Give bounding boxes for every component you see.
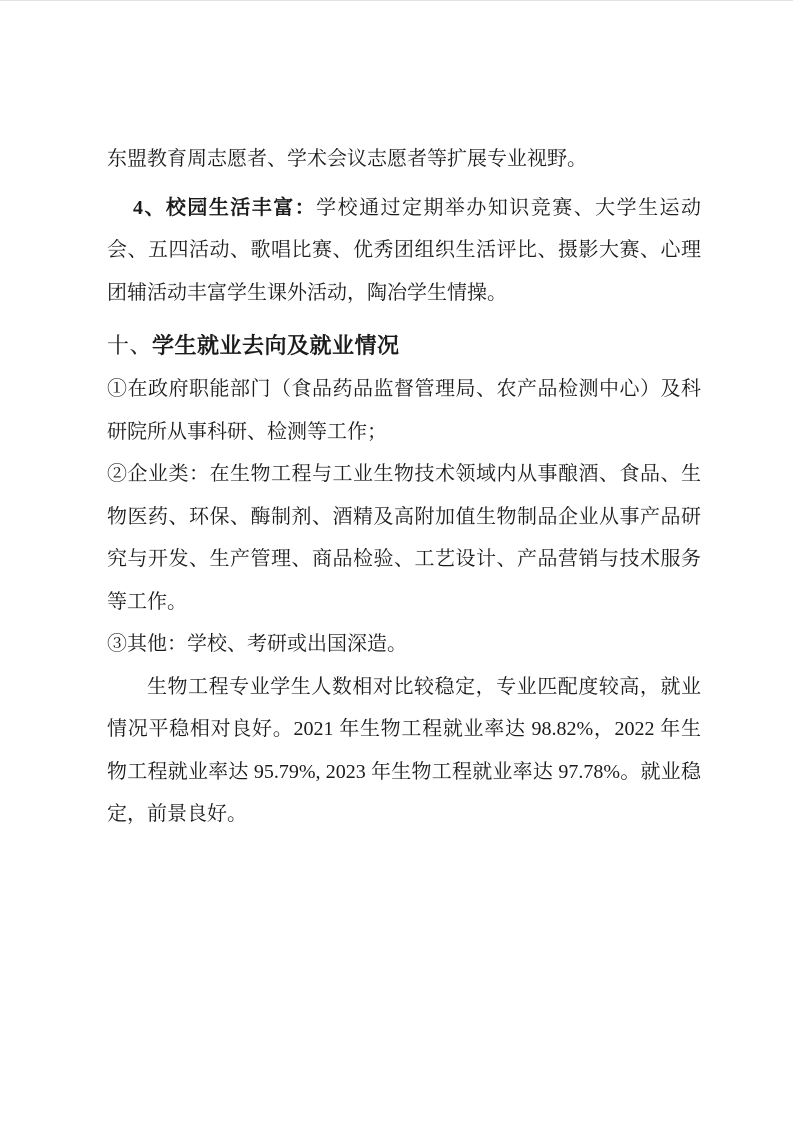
paragraph-campus-life-body: 学校通过定期举办知识竞赛、大学生运动会、五四活动、歌唱比赛、优秀团组织生活评比、摄影大赛、心理团辅活动丰富学生课外活动，陶冶学生情操。 (107, 196, 702, 304)
paragraph-other-paths: ③其他：学校、考研或出国深造。 (107, 633, 407, 655)
section-heading-number: 十、 (107, 333, 153, 358)
paragraph-volunteer-continuation: 东盟教育周志愿者、学术会议志愿者等扩展专业视野。 (107, 148, 587, 170)
section-heading (107, 324, 701, 368)
paragraph-employment-summary: 生物工程专业学生人数相对比较稳定，专业匹配度较高，就业情况平稳相对良好。2021 年生物工程就业率达 98.82%，2022 年生物工程就业率达 95.79%, 2023 年生物工程就业率达 97.78%。就业稳定，前景良好。 (107, 675, 701, 825)
paragraph-campus-life-lead: 4、校园生活丰富： (133, 196, 317, 219)
paragraph-campus-life (107, 187, 701, 315)
section-heading-title: 学生就业去向及就业情况 (152, 333, 400, 358)
paragraph-enterprise-jobs: ②企业类：在生物工程与工业生物技术领域内从事酿酒、食品、生物医药、环保、酶制剂、酒精及高附加值生物制品企业从事产品研究与开发、生产管理、商品检验、工艺设计、产品营销与技术服务等工作。 (107, 463, 701, 613)
paragraph-government-jobs: ①在政府职能部门（食品药品监督管理局、农产品检测中心）及科研院所从事科研、检测等工作； (107, 378, 701, 443)
